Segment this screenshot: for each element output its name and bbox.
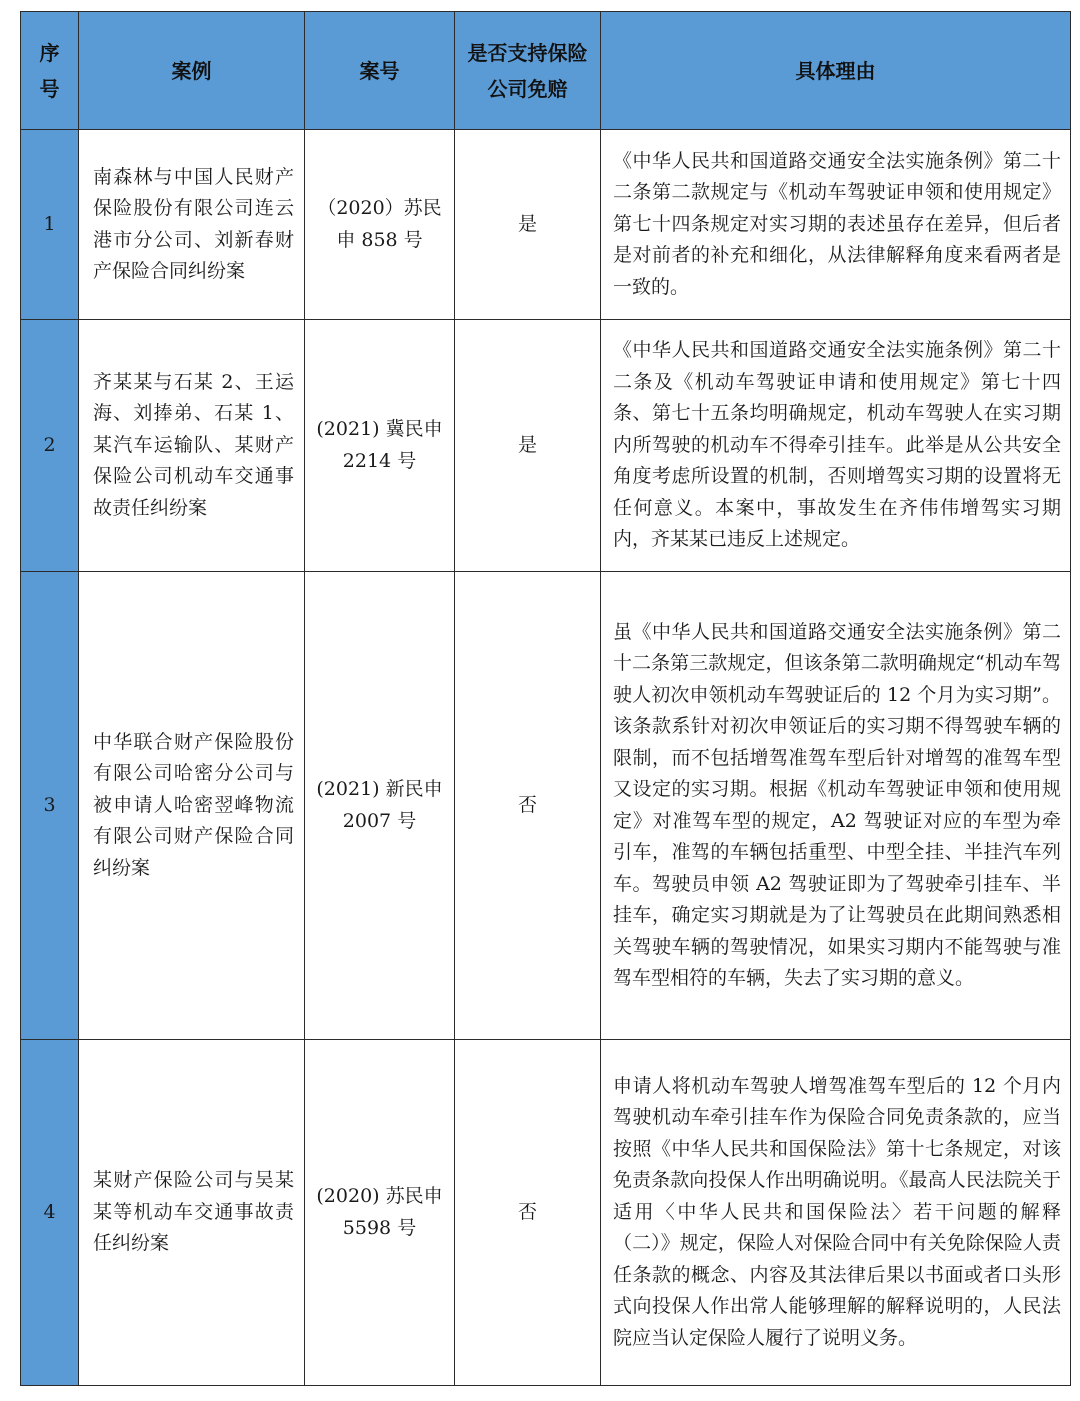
case-comparison-table xyxy=(20,11,1071,1386)
row-reason: 《中华人民共和国道路交通安全法实施条例》第二十二条第二款规定与《机动车驾驶证申领和使用规定》第七十四条规定对实习期的表述虽存在差异，但后者是对前者的补充和细化，从法律解释角度来看两者是一致的。 xyxy=(601,130,1071,320)
table-row xyxy=(21,130,1071,320)
row-index: 1 xyxy=(21,130,79,320)
header-case-no: 案号 xyxy=(305,12,455,130)
row-reason: 虽《中华人民共和国道路交通安全法实施条例》第二十二条第三款规定，但该条第二款明确规定“机动车驾驶人初次申领机动车驾驶证后的 12 个月为实习期”。该条款系针对初次申领证后的实习期不得驾驶车辆的限制，而不包括增驾准驾车型后针对增驾的准驾车型又设定的实习期。根据《机动车驾驶证申领和使用规定》对准驾车型的规定，A2 驾驶证对应的车型为牵引车，准驾的车辆包括重型、中型全挂、半挂汽车列车。驾驶员申领 A2 驾驶证即为了驾驶牵引挂车、半挂车，确定实习期就是为了让驾驶员在此期间熟悉相关驾驶车辆的驾驶情况，如果实习期内不能驾驶与准驾车型相符的车辆，失去了实习期的意义。 xyxy=(601,572,1071,1040)
row-index: 4 xyxy=(21,1040,79,1386)
row-case: 某财产保险公司与吴某某等机动车交通事故责任纠纷案 xyxy=(79,1040,305,1386)
row-supports-exemption: 否 xyxy=(455,572,601,1040)
header-row xyxy=(21,12,1071,130)
row-index: 3 xyxy=(21,572,79,1040)
table-header xyxy=(21,12,1071,130)
table-row xyxy=(21,320,1071,572)
row-case-no: （2020）苏民申 858 号 xyxy=(305,130,455,320)
table-body xyxy=(21,130,1071,1386)
header-reason: 具体理由 xyxy=(601,12,1071,130)
row-reason: 申请人将机动车驾驶人增驾准驾车型后的 12 个月内驾驶机动车牵引挂车作为保险合同免责条款的，应当按照《中华人民共和国保险法》第十七条规定，对该免责条款向投保人作出明确说明。《最高人民法院关于适用〈中华人民共和国保险法〉若干问题的解释（二）》规定，保险人对保险合同中有关免除保险人责任条款的概念、内容及其法律后果以书面或者口头形式向投保人作出常人能够理解的解释说明的，人民法院应当认定保险人履行了说明义务。 xyxy=(601,1040,1071,1386)
row-case-no: (2020) 苏民申 5598 号 xyxy=(305,1040,455,1386)
row-case: 齐某某与石某 2、王运海、刘捧弟、石某 1、某汽车运输队、某财产保险公司机动车交通事故责任纠纷案 xyxy=(79,320,305,572)
row-supports-exemption: 是 xyxy=(455,130,601,320)
row-index: 2 xyxy=(21,320,79,572)
row-reason: 《中华人民共和国道路交通安全法实施条例》第二十二条及《机动车驾驶证申请和使用规定》第七十四条、第七十五条均明确规定，机动车驾驶人在实习期内所驾驶的机动车不得牵引挂车。此举是从公共安全角度考虑所设置的机制，否则增驾实习期的设置将无任何意义。本案中，事故发生在齐伟伟增驾实习期内，齐某某已违反上述规定。 xyxy=(601,320,1071,572)
row-supports-exemption: 是 xyxy=(455,320,601,572)
row-case-no: (2021) 新民申 2007 号 xyxy=(305,572,455,1040)
row-case-no: (2021) 冀民申 2214 号 xyxy=(305,320,455,572)
table-row xyxy=(21,572,1071,1040)
row-supports-exemption: 否 xyxy=(455,1040,601,1386)
header-case: 案例 xyxy=(79,12,305,130)
row-case: 中华联合财产保险股份有限公司哈密分公司与被申请人哈密翌峰物流有限公司财产保险合同纠纷案 xyxy=(79,572,305,1040)
header-index: 序号 xyxy=(21,12,79,130)
table-row xyxy=(21,1040,1071,1386)
header-supports-exemption: 是否支持保险公司免赔 xyxy=(455,12,601,130)
row-case: 南森林与中国人民财产保险股份有限公司连云港市分公司、刘新春财产保险合同纠纷案 xyxy=(79,130,305,320)
